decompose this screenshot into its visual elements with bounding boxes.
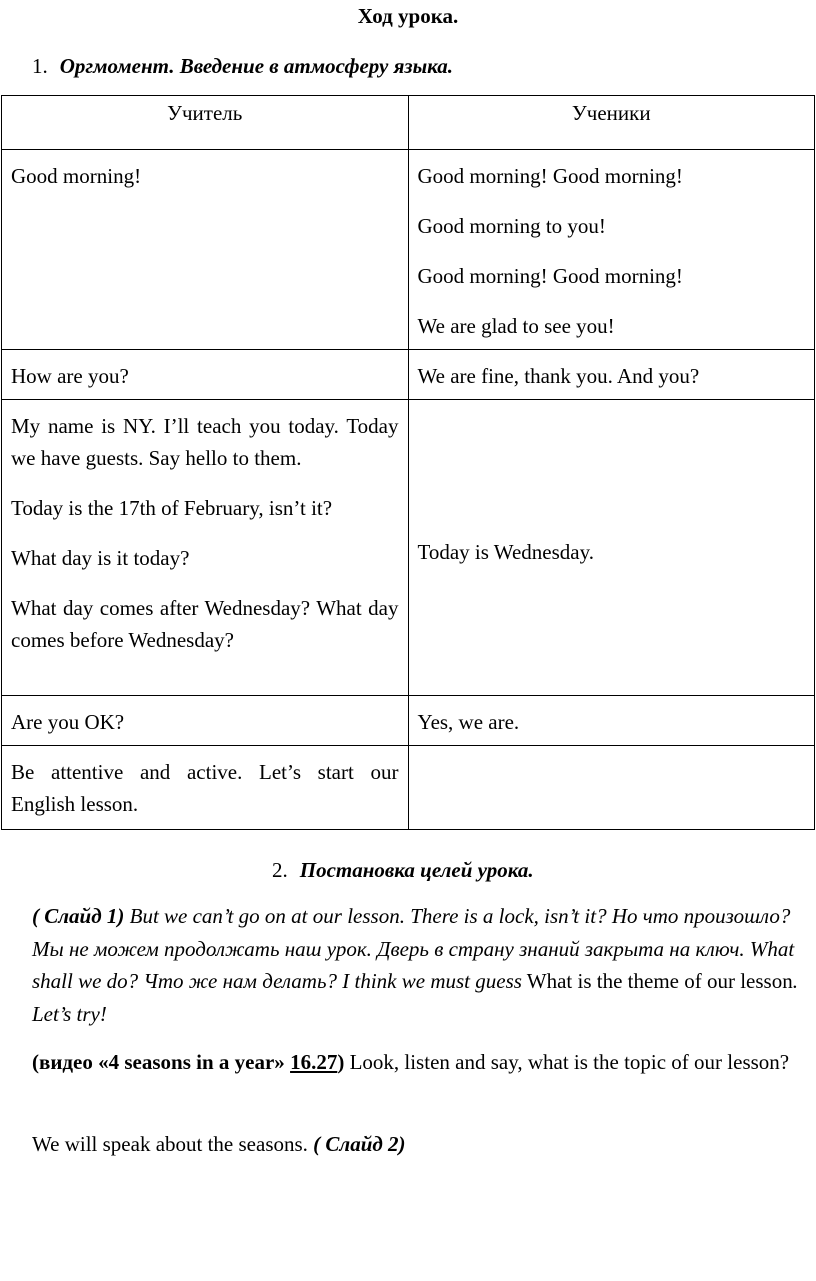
paragraph-video — [32, 1046, 804, 1079]
paragraph-plain-text: We will speak about the seasons. — [32, 1132, 314, 1156]
students-cell — [408, 150, 815, 350]
teacher-cell — [2, 350, 409, 400]
students-cell — [408, 400, 815, 696]
students-cell — [408, 350, 815, 400]
teacher-line: Are you OK? — [11, 710, 125, 734]
section-1-number: 1. — [32, 54, 48, 78]
students-line: Today is Wednesday. — [417, 539, 594, 564]
table-header-row — [2, 96, 815, 150]
paragraph-slide-1 — [32, 900, 804, 1030]
table-row — [2, 150, 815, 350]
slide-2-label: ( Слайд 2) — [313, 1132, 406, 1156]
paragraph-plain-text: What is the theme of our lesson — [521, 969, 793, 993]
table-row — [2, 350, 815, 400]
teacher-line: What day is it today? — [11, 546, 190, 570]
header-teacher: Учитель — [2, 96, 409, 150]
teacher-line: What day comes after Wednesday? What day comes before Wednesday? — [11, 596, 399, 652]
students-line: Good morning! Good morning! — [417, 164, 683, 188]
section-2-title: Постановка целей урока. — [299, 858, 534, 882]
teacher-cell — [2, 696, 409, 746]
teacher-cell — [2, 150, 409, 350]
lesson-title: Ход урока. — [357, 4, 459, 28]
section-1-title: Оргмомент. Введение в атмосферу языка. — [59, 54, 454, 78]
students-cell — [408, 696, 815, 746]
teacher-line: How are you? — [11, 364, 129, 388]
teacher-line: My name is NY. I’ll teach you today. Today we have guests. Say hello to them. — [11, 414, 399, 470]
students-line: Good morning to you! — [417, 214, 606, 238]
video-timestamp: 16.27 — [290, 1050, 338, 1074]
dialogue-table — [1, 95, 815, 830]
table-row — [2, 746, 815, 830]
teacher-line: Good morning! — [11, 164, 142, 188]
section-1-heading — [32, 54, 453, 79]
teacher-line: Be attentive and active. Let’s start our English lesson. — [11, 760, 399, 816]
paragraph-plain-text: Look, listen and say, what is the topic of our lesson? — [344, 1050, 790, 1074]
students-line: We are fine, thank you. And you? — [417, 364, 700, 388]
video-label-end: ) — [337, 1050, 345, 1074]
header-students: Ученики — [408, 96, 815, 150]
video-label: (видео «4 seasons in a year» — [32, 1050, 291, 1074]
teacher-cell — [2, 400, 409, 696]
students-line: We are glad to see you! — [417, 314, 615, 338]
slide-1-label: ( Слайд 1) — [32, 904, 125, 928]
students-line: Yes, we are. — [417, 710, 520, 734]
paragraph-italic-end: . Let’s try! — [32, 969, 798, 1026]
table-row — [2, 696, 815, 746]
paragraph-italic-text: But we can’t go on at our lesson. There is a lock, isn’t it? Но что произошло? Мы не можем продолжать наш урок. Дверь в страну знаний закрыта на ключ. What shall we do? Что же нам делать? I think we must guess — [32, 904, 795, 993]
section-2-heading — [272, 858, 534, 883]
teacher-cell — [2, 746, 409, 830]
table-row — [2, 400, 815, 696]
section-2-number: 2. — [272, 858, 288, 882]
students-line: Good morning! Good morning! — [417, 264, 683, 288]
students-cell-empty — [408, 746, 815, 830]
teacher-line: Today is the 17th of February, isn’t it? — [11, 496, 333, 520]
paragraph-slide-2 — [32, 1128, 804, 1161]
